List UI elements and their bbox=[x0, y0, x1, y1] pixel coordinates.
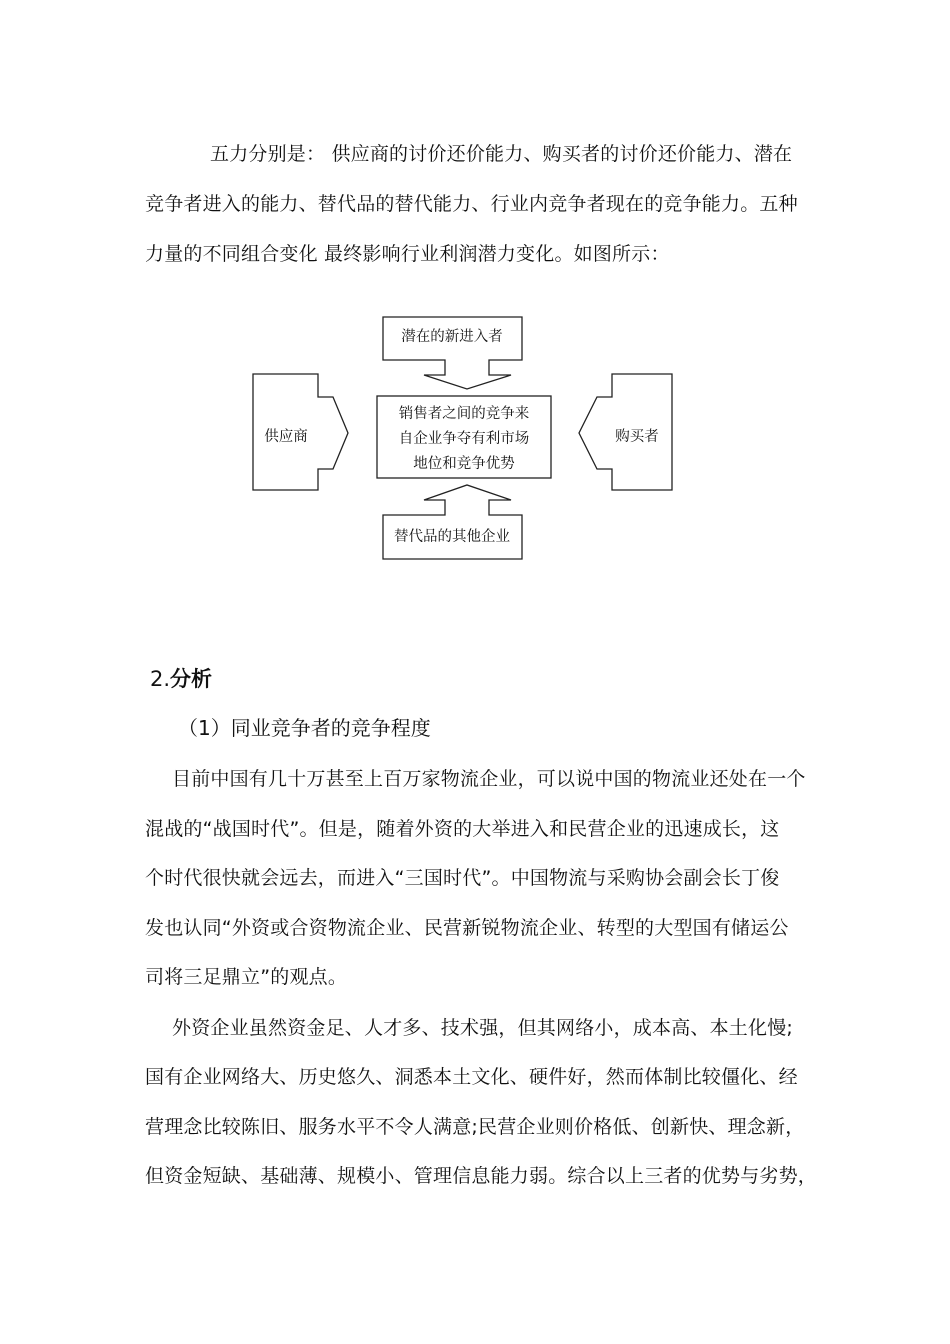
intro-line-1: 五力分别是： 供应商的讨价还价能力、购买者的讨价还价能力、潜在 bbox=[210, 143, 793, 165]
section-title: 分析 bbox=[170, 667, 213, 691]
para1-line-2: 混战的“战国时代”。但是，随着外资的大举进入和民营企业的迅速成长，这 bbox=[145, 818, 780, 840]
five-forces-diagram bbox=[0, 0, 950, 600]
section-heading bbox=[150, 663, 212, 693]
subsection-heading: （1）同业竞争者的竞争程度 bbox=[178, 716, 431, 740]
section-number: 2. bbox=[150, 667, 171, 691]
new-entrants-label: 潜在的新进入者 bbox=[401, 329, 503, 345]
buyer-label: 购买者 bbox=[615, 429, 659, 445]
para2-line-3: 营理念比较陈旧、服务水平不令人满意;民营企业则价格低、创新快、理念新， bbox=[145, 1116, 805, 1138]
supplier-label: 供应商 bbox=[264, 429, 308, 445]
intro-line-2: 竞争者进入的能力、替代品的替代能力、行业内竞争者现在的竞争能力。五种 bbox=[145, 193, 798, 215]
substitutes-box bbox=[383, 485, 522, 559]
para2-line-2: 国有企业网络大、历史悠久、洞悉本土文化、硬件好，然而体制比较僵化、经 bbox=[145, 1066, 798, 1088]
rivalry-label-line-1: 销售者之间的竞争来 bbox=[398, 406, 530, 422]
rivalry-label-line-2: 自企业争夺有利市场 bbox=[398, 431, 530, 447]
intro-line-3: 力量的不同组合变化 最终影响行业利润潜力变化。如图所示： bbox=[145, 243, 670, 265]
substitutes-label: 替代品的其他企业 bbox=[394, 529, 510, 545]
para1-line-4: 发也认同“外资或合资物流企业、民营新锐物流企业、转型的大型国有储运公 bbox=[145, 917, 789, 939]
new-entrants-box bbox=[383, 317, 522, 389]
para2-line-4: 但资金短缺、基础薄、规模小、管理信息能力弱。综合以上三者的优势与劣势， bbox=[145, 1165, 818, 1187]
para2-line-1: 外资企业虽然资金足、人才多、技术强，但其网络小，成本高、本土化慢; bbox=[172, 1017, 794, 1039]
para1-line-1: 目前中国有几十万甚至上百万家物流企业，可以说中国的物流业还处在一个 bbox=[172, 768, 806, 790]
para1-line-5: 司将三足鼎立”的观点。 bbox=[145, 966, 348, 988]
para1-line-3: 个时代很快就会远去，而进入“三国时代”。中国物流与采购协会副会长丁俊 bbox=[145, 867, 780, 889]
rivalry-label-line-3: 地位和竞争优势 bbox=[413, 456, 515, 472]
